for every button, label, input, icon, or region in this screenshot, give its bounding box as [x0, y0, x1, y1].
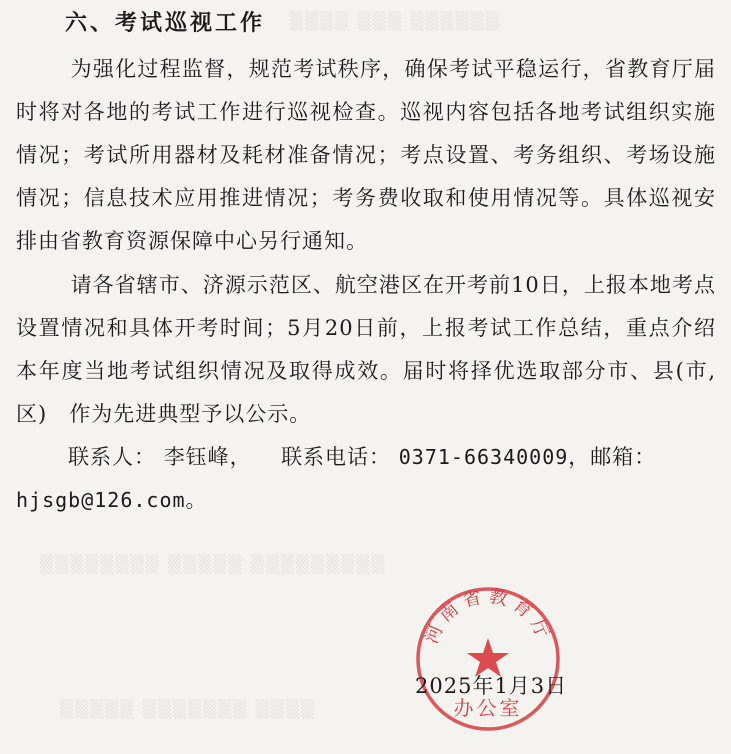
bleed-through-text: ▒▒▒▒ ▒▒▒ ▒▒▒▒▒▒	[290, 12, 501, 32]
contact-person-label: 联系人：	[68, 445, 156, 469]
contact-email-label: ，邮箱：	[568, 445, 657, 469]
seal-owner-text: 河南省教育厅	[420, 585, 556, 647]
email-line	[16, 479, 208, 522]
section-heading: 六、考试巡视工作	[65, 10, 266, 36]
contact-phone-label: 联系电话：	[281, 445, 392, 469]
email-line-end: 。	[185, 488, 208, 512]
official-seal	[412, 583, 564, 735]
bleed-through-text: ▒▒▒▒▒ ▒▒▒▒▒▒▒ ▒▒▒▒	[60, 700, 316, 720]
contact-person-name: 李钰峰，	[163, 445, 252, 469]
seal-office-text: 办公室	[453, 696, 523, 720]
bleed-through-text: ▒▒▒▒▒▒▒▒ ▒▒▒▒▒ ▒▒▒▒▒▒▒▒▒	[40, 555, 387, 575]
contact-email[interactable]: hjsgb@126.com	[16, 488, 186, 512]
contact-phone: 0371-66340009	[398, 445, 569, 469]
paragraph-inspection-content: 为强化过程监督，规范考试秩序，确保考试平稳运行，省教育厅届时将对各地的考试工作进行巡视检查。巡视内容包括各地考试组织实施情况；考试所用器材及耗材准备情况；考点设置、考务组织、考场设施情况；信息技术应用推进情况；考务费收取和使用情况等。具体巡视安排由省教育资源保障中心另行通知。	[16, 57, 716, 253]
paragraph-reporting-requirements: 请各省辖市、济源示范区、航空港区在开考前10日，上报本地考点设置情况和具体开考时间；5月20日前，上报考试工作总结，重点介绍本年度当地考试组织情况及取得成效。届时将择优选取部分市、县(市,区) 作为先进典型予以公示。	[16, 273, 716, 426]
contact-line	[68, 436, 656, 479]
document-date: 2025年1月3日	[415, 674, 568, 698]
